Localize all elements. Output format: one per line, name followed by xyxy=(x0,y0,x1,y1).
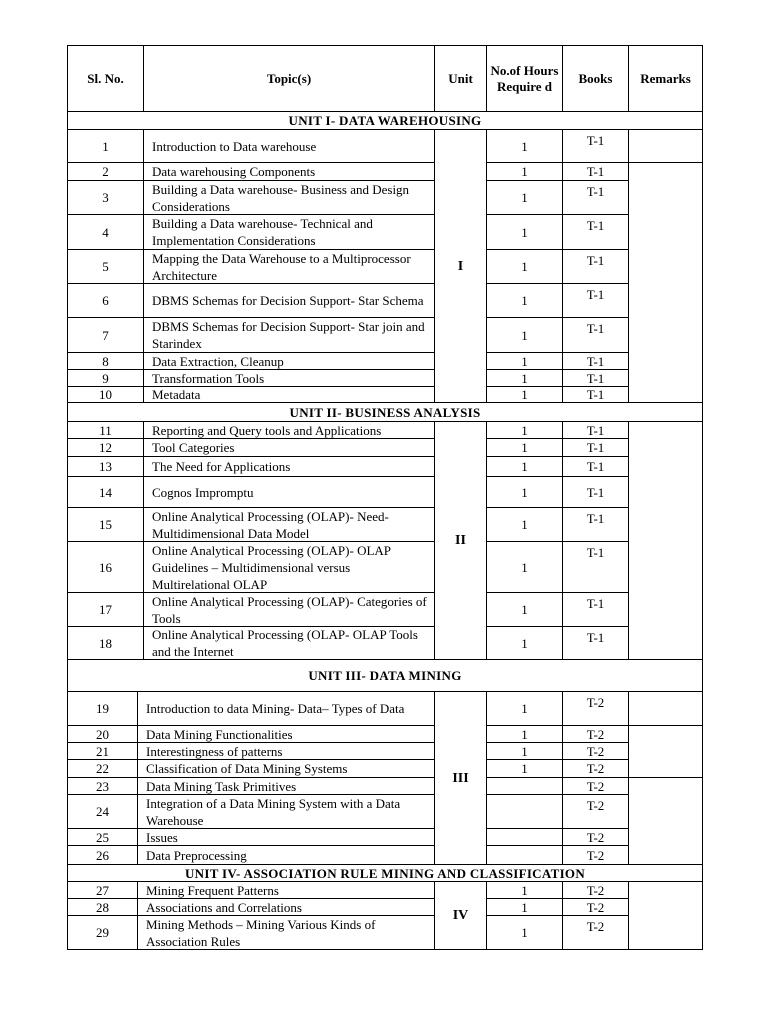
sl-no-cell: 19 xyxy=(96,701,109,716)
grid-line xyxy=(486,949,629,950)
topic-cell: Building a Data warehouse- Technical and Implementation Considerations xyxy=(152,216,373,248)
hours-cell: 1 xyxy=(521,559,528,575)
unit-numeral: II xyxy=(455,533,466,548)
book-cell: T-2 xyxy=(586,726,605,742)
topic-cell: Data Mining Functionalities xyxy=(146,726,293,742)
sl-no-cell: 15 xyxy=(99,517,112,532)
topic-cell: Mapping the Data Warehouse to a Multiprocessor Architecture xyxy=(152,250,411,283)
sl-no-cell: 10 xyxy=(99,387,112,402)
hours-cell: 1 xyxy=(521,224,528,240)
column-header-hours: No.of Hours Require d xyxy=(490,62,559,94)
topic-cell: Metadata xyxy=(152,387,201,402)
topic-cell: Mining Methods – Mining Various Kinds of Association Rules xyxy=(146,916,376,949)
sl-no-cell: 8 xyxy=(102,353,109,369)
grid-line xyxy=(628,949,703,950)
book-cell: T-2 xyxy=(586,761,605,776)
book-cell: T-1 xyxy=(586,184,605,199)
topic-cell: Online Analytical Processing (OLAP)- OLAP Guidelines – Multidimensional versus Multirelational OLAP xyxy=(152,542,391,592)
sl-no-cell: 25 xyxy=(96,829,109,845)
topic-cell: Introduction to data Mining- Data– Types of Data xyxy=(146,701,405,716)
sl-no-cell: 3 xyxy=(102,190,109,205)
hours-cell: 1 xyxy=(521,164,528,179)
book-cell: T-1 xyxy=(586,370,605,386)
sl-no-cell: 20 xyxy=(96,726,109,742)
sl-no-cell: 2 xyxy=(102,164,109,179)
book-cell: T-1 xyxy=(586,133,605,148)
book-cell: T-1 xyxy=(586,287,605,302)
topic-cell: The Need for Applications xyxy=(152,459,291,474)
topic-cell: Building a Data warehouse- Business and Design Considerations xyxy=(152,181,410,214)
hours-cell: 1 xyxy=(521,138,528,154)
hours-cell: 1 xyxy=(521,370,528,386)
topic-cell: Online Analytical Processing (OLAP)- Categories of Tools xyxy=(152,593,427,626)
column-header-topics: Topic(s) xyxy=(266,70,312,86)
topic-cell: Introduction to Data warehouse xyxy=(152,138,317,154)
topic-cell: Integration of a Data Mining System with a Data Warehouse xyxy=(146,795,401,828)
book-cell: T-2 xyxy=(586,743,605,759)
book-cell: T-1 xyxy=(586,630,605,645)
topic-cell: Data warehousing Components xyxy=(152,164,316,179)
hours-cell: 1 xyxy=(521,726,528,742)
topic-cell: Mining Frequent Patterns xyxy=(146,882,279,898)
hours-cell: 1 xyxy=(521,484,528,500)
hours-cell: 1 xyxy=(521,882,528,898)
book-cell: T-1 xyxy=(586,440,605,455)
hours-cell: 1 xyxy=(521,327,528,343)
hours-cell: 1 xyxy=(521,440,528,455)
sl-no-cell: 18 xyxy=(99,635,112,651)
remarks-cell xyxy=(629,163,702,402)
topic-cell: Data Extraction, Cleanup xyxy=(152,353,284,369)
remarks-cell xyxy=(629,422,702,659)
remarks-cell xyxy=(629,726,702,777)
book-cell: T-1 xyxy=(586,511,605,526)
sl-no-cell: 16 xyxy=(99,559,112,575)
unit-title: UNIT II- BUSINESS ANALYSIS xyxy=(289,404,481,420)
remarks-cell xyxy=(629,882,702,949)
hours-cell: 1 xyxy=(521,761,528,776)
hours-cell: 1 xyxy=(521,353,528,369)
sl-no-cell: 12 xyxy=(99,440,112,455)
sl-no-cell: 28 xyxy=(96,899,109,915)
sl-no-cell: 5 xyxy=(102,259,109,274)
sl-no-cell: 13 xyxy=(99,459,112,474)
hours-cell: 1 xyxy=(521,459,528,474)
book-cell: T-1 xyxy=(586,218,605,233)
unit-title: UNIT I- DATA WAREHOUSING xyxy=(288,113,482,128)
sl-no-cell: 11 xyxy=(99,422,112,438)
topic-cell: Issues xyxy=(146,829,178,845)
remarks-cell xyxy=(629,778,702,864)
sl-no-cell: 29 xyxy=(96,925,109,940)
book-cell: T-1 xyxy=(586,353,605,369)
sl-no-cell: 17 xyxy=(99,602,112,617)
grid-line xyxy=(702,45,703,950)
hours-cell: 1 xyxy=(521,190,528,205)
book-cell: T-2 xyxy=(586,778,605,794)
remarks-cell xyxy=(629,692,702,725)
sl-no-cell: 4 xyxy=(102,224,109,240)
book-cell: T-1 xyxy=(586,545,605,560)
topic-cell: Transformation Tools xyxy=(152,370,265,386)
book-cell: T-2 xyxy=(586,919,605,934)
column-header-unit: Unit xyxy=(448,70,473,86)
unit-numeral: I xyxy=(457,258,464,274)
hours-cell: 1 xyxy=(521,387,528,402)
book-cell: T-1 xyxy=(586,484,605,500)
topic-cell: DBMS Schemas for Decision Support- Star Schema xyxy=(152,293,424,308)
hours-cell xyxy=(487,778,562,794)
book-cell: T-1 xyxy=(586,459,605,474)
book-cell: T-2 xyxy=(586,899,605,915)
book-cell: T-1 xyxy=(586,596,605,611)
topic-cell: Reporting and Query tools and Applications xyxy=(152,422,382,438)
topic-cell: Data Preprocessing xyxy=(146,847,247,863)
sl-no-cell: 21 xyxy=(96,743,109,759)
topic-cell: Online Analytical Processing (OLAP)- Need- Multidimensional Data Model xyxy=(152,508,389,541)
sl-no-cell: 1 xyxy=(102,138,109,154)
unit-numeral: III xyxy=(452,770,469,786)
topic-cell: Online Analytical Processing (OLAP- OLAP Tools and the Internet xyxy=(152,627,418,659)
remarks-cell xyxy=(629,130,702,162)
sl-no-cell: 27 xyxy=(96,882,109,898)
book-cell: T-1 xyxy=(586,253,605,268)
hours-cell: 1 xyxy=(521,925,528,940)
topic-cell: Associations and Correlations xyxy=(146,899,302,915)
hours-cell: 1 xyxy=(521,517,528,532)
topic-cell: Data Mining Task Primitives xyxy=(146,778,297,794)
sl-no-cell: 22 xyxy=(96,761,109,776)
hours-cell: 1 xyxy=(521,422,528,438)
hours-cell: 1 xyxy=(521,602,528,617)
topic-cell: Cognos Impromptu xyxy=(152,484,254,500)
column-header-remarks: Remarks xyxy=(640,70,691,86)
column-header-sl-no: Sl. No. xyxy=(87,70,124,86)
topic-cell: Classification of Data Mining Systems xyxy=(146,761,348,776)
sl-no-cell: 24 xyxy=(96,804,109,819)
sl-no-cell: 9 xyxy=(102,370,109,386)
hours-cell: 1 xyxy=(521,899,528,915)
sl-no-cell: 14 xyxy=(99,484,112,500)
book-cell: T-1 xyxy=(586,321,605,336)
hours-cell xyxy=(487,795,562,828)
grid-line xyxy=(434,949,487,950)
book-cell: T-1 xyxy=(586,422,605,438)
book-cell: T-1 xyxy=(586,164,605,179)
book-cell: T-2 xyxy=(586,847,605,863)
book-cell: T-1 xyxy=(586,387,605,402)
hours-cell: 1 xyxy=(521,701,528,716)
unit-title: UNIT III- DATA MINING xyxy=(308,668,462,683)
sl-no-cell: 7 xyxy=(102,327,109,343)
column-header-books: Books xyxy=(578,70,613,86)
book-cell: T-2 xyxy=(586,829,605,845)
unit-numeral: IV xyxy=(452,908,469,923)
sl-no-cell: 26 xyxy=(96,847,109,863)
hours-cell: 1 xyxy=(521,293,528,308)
topic-cell: Interestingness of patterns xyxy=(146,743,283,759)
hours-cell: 1 xyxy=(521,743,528,759)
hours-cell xyxy=(487,829,562,845)
topic-cell: Tool Categories xyxy=(152,440,235,455)
topic-cell: DBMS Schemas for Decision Support- Star join and Starindex xyxy=(152,319,425,351)
hours-cell: 1 xyxy=(521,259,528,274)
book-cell: T-2 xyxy=(586,798,605,813)
sl-no-cell: 23 xyxy=(96,778,109,794)
book-cell: T-2 xyxy=(586,882,605,898)
unit-title: UNIT IV- ASSOCIATION RULE MINING AND CLASSIFICATION xyxy=(184,865,586,881)
book-cell: T-2 xyxy=(586,695,605,710)
hours-cell xyxy=(487,846,562,864)
hours-cell: 1 xyxy=(521,635,528,651)
sl-no-cell: 6 xyxy=(102,293,109,308)
